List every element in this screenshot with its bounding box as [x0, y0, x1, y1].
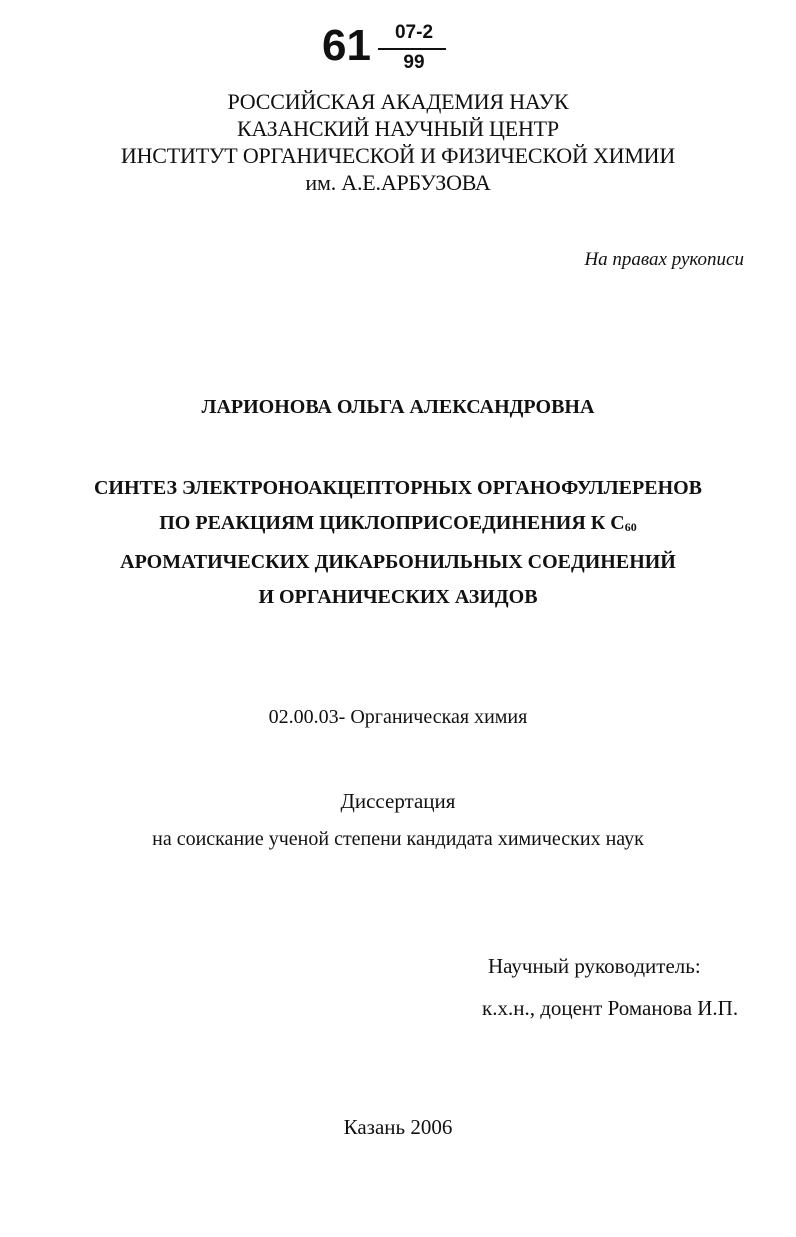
supervisor-name: к.х.н., доцент Романова И.П.: [482, 996, 739, 1020]
manuscript-rights-note: На правах рукописи: [584, 249, 744, 270]
dissertation-title: [0, 471, 796, 615]
place-and-year: Казань 2006: [343, 1115, 453, 1139]
library-code-stamp: [322, 22, 452, 82]
title-line-2-text: ПО РЕАКЦИЯМ ЦИКЛОПРИСОЕДИНЕНИЯ К С: [159, 512, 625, 534]
title-line-2: [0, 506, 796, 545]
title-line-4: И ОРГАНИЧЕСКИХ АЗИДОВ: [258, 586, 538, 608]
institution-line-center: КАЗАНСКИЙ НАУЧНЫЙ ЦЕНТР: [237, 116, 559, 141]
code-fraction-bar: [378, 48, 446, 50]
title-line-2-subscript: 60: [624, 520, 637, 534]
institution-line-academy: РОССИЙСКАЯ АКАДЕМИЯ НАУК: [227, 89, 569, 114]
institution-line-named: им. А.Е.АРБУЗОВА: [305, 170, 491, 195]
code-numerator: 07-2: [394, 22, 434, 43]
code-main-number: 61: [322, 21, 371, 70]
institution-header: [0, 88, 796, 196]
specialty-code: 02.00.03- Органическая химия: [268, 706, 528, 728]
institution-line-institute: ИНСТИТУТ ОРГАНИЧЕСКОЙ И ФИЗИЧЕСКОЙ ХИМИИ: [120, 143, 676, 168]
degree-statement: на соискание ученой степени кандидата химических наук: [152, 828, 644, 850]
code-denominator: 99: [403, 52, 425, 73]
author-name: ЛАРИОНОВА ОЛЬГА АЛЕКСАНДРОВНА: [201, 396, 595, 418]
document-type: Диссертация: [340, 789, 456, 813]
title-line-3: АРОМАТИЧЕСКИХ ДИКАРБОНИЛЬНЫХ СОЕДИНЕНИЙ: [120, 551, 676, 573]
supervisor-label: Научный руководитель:: [488, 954, 701, 978]
title-line-1: СИНТЕЗ ЭЛЕКТРОНОАКЦЕПТОРНЫХ ОРГАНОФУЛЛЕРЕНОВ: [93, 477, 703, 499]
